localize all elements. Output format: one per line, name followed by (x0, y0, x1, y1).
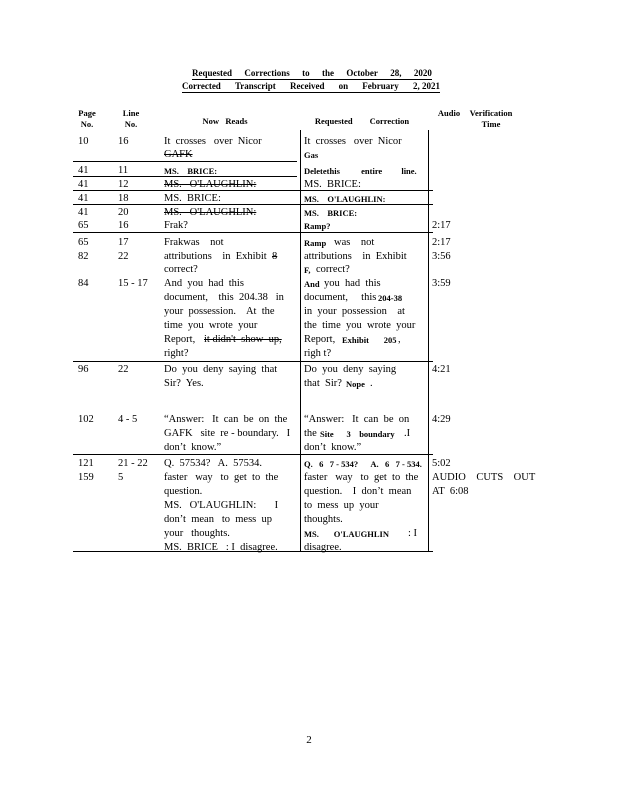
header-word: the (322, 68, 334, 78)
line-cell: 12 (118, 179, 129, 190)
page-cell: 10 (78, 136, 89, 147)
line-cell: 22 (118, 364, 129, 375)
col-page-heading (72, 108, 102, 130)
page-cell: 41 (78, 165, 89, 176)
header-word: Corrected (182, 81, 221, 91)
requested-cell: correct? (316, 264, 350, 275)
requested-bold: Ramp? (304, 221, 331, 231)
requested-bold: MS. O'LAUGHLIN (304, 529, 390, 539)
now-reads-strike: 8 (272, 251, 278, 262)
audio-note: AT 6:08 (432, 486, 469, 497)
requested-cell: MS. BRICE: (304, 179, 361, 190)
now-reads-cell: document, this 204.38 in (164, 292, 284, 303)
requested-cell: Report, (304, 334, 336, 345)
header-line-2 (182, 81, 440, 93)
page-cell: 159 (78, 472, 94, 483)
now-reads-cell: Sir? Yes. (164, 378, 204, 389)
col-now-reads-heading: Now Reads (202, 116, 248, 126)
now-reads-cell: your thoughts. (164, 528, 230, 539)
page-cell: 41 (78, 207, 89, 218)
header-word: 2, 2021 (412, 81, 440, 91)
audio-note: AUDIO CUTS OUT (432, 472, 536, 483)
col-heading-text: Line (122, 108, 140, 118)
header-word: 28, (390, 68, 402, 78)
requested-bold: Ramp (304, 238, 327, 248)
requested-cell: It crosses over Nicor (304, 136, 402, 147)
col-audio-heading: Audio (437, 108, 461, 118)
now-reads-cell: MS. BRICE : I disagree. (164, 542, 278, 553)
audio-time: 2:17 (432, 220, 451, 231)
page-cell: 84 (78, 278, 89, 289)
requested-cell: document, this (304, 292, 377, 303)
now-reads-strike: GAFK (164, 149, 193, 160)
requested-cell: that Sir? (304, 378, 342, 389)
now-reads-cell: Frak? (164, 220, 188, 231)
now-reads-cell: right? (164, 348, 189, 359)
col-heading-text: No. (124, 119, 138, 129)
requested-cell: .I (404, 428, 411, 439)
row-rule (73, 232, 433, 233)
col-line-heading (116, 108, 146, 130)
line-cell: 11 (118, 165, 129, 176)
line-cell: 4 - 5 (118, 414, 138, 425)
now-reads-cell: faster way to get to the (164, 472, 279, 483)
requested-bold: Q. 6 7 - 534? A. 6 7 - 534. (304, 459, 422, 469)
line-cell: 20 (118, 207, 129, 218)
requested-bold: Site 3 boundary (320, 429, 395, 439)
line-cell: 16 (118, 220, 129, 231)
now-reads-cell: MS. BRICE: (164, 193, 221, 204)
now-reads-bold: MS. BRICE: (164, 166, 218, 176)
requested-cell: the (304, 428, 317, 439)
line-cell: 18 (118, 193, 129, 204)
line-cell: 22 (118, 251, 129, 262)
requested-bold: MS. O'LAUGHLIN: (304, 194, 386, 204)
now-reads-cell: time you wrote your (164, 320, 258, 331)
now-reads-cell: “Answer: It can be on the (164, 414, 288, 425)
requested-cell: Do you deny saying (304, 364, 397, 375)
requested-cell: was not (334, 237, 375, 248)
row-rule (73, 454, 433, 455)
requested-cell: attributions in Exhibit (304, 251, 407, 262)
requested-cell: faster way to get to the (304, 472, 419, 483)
now-reads-cell: It crosses over Nicor (164, 136, 262, 147)
row-rule (73, 361, 433, 362)
requested-cell: thoughts. (304, 514, 343, 525)
now-reads-cell: correct? (164, 264, 198, 275)
col-heading-text: Page (78, 108, 96, 118)
now-reads-cell: don’t mean to mess up (164, 514, 273, 525)
requested-bold: Gas (304, 150, 319, 160)
column-divider (300, 130, 301, 552)
now-reads-strike: MS. O'LAUGHLIN: (164, 179, 257, 190)
header-word: Requested (192, 68, 232, 78)
column-divider (428, 130, 429, 552)
now-reads-cell: Q. 57534? A. 57534. (164, 458, 262, 469)
now-reads-strike: MS. O'LAUGHLIN: (164, 207, 257, 218)
row-rule (73, 161, 297, 162)
now-reads-cell: your possession. At the (164, 306, 275, 317)
header-word: on (338, 81, 349, 91)
now-reads-cell: GAFK site re - boundary. I (164, 428, 291, 439)
header-word: 2020 (413, 68, 432, 78)
now-reads-strike: it didn't show up, (204, 334, 282, 345)
col-requested-heading: Requested Correction (314, 116, 410, 126)
requested-cell: in your possession at (304, 306, 405, 317)
col-heading-text: Time (481, 119, 501, 129)
header-word: Transcript (234, 81, 276, 91)
requested-bold: Nope (346, 379, 365, 389)
requested-cell: to mess up your (304, 500, 379, 511)
page-cell: 65 (78, 237, 89, 248)
page-cell: 121 (78, 458, 94, 469)
now-reads-cell: don’t know.” (164, 442, 222, 453)
header-word: October (346, 68, 378, 78)
page-cell: 41 (78, 179, 89, 190)
requested-bold: F, (304, 265, 311, 275)
now-reads-cell: Do you deny saying that (164, 364, 278, 375)
page-cell: 41 (78, 193, 89, 204)
requested-bold: Deletethis entire line. (304, 166, 417, 176)
audio-time: 3:59 (432, 278, 451, 289)
line-cell: 15 - 17 (118, 278, 148, 289)
page-number: 2 (306, 734, 312, 746)
audio-time: 4:21 (432, 364, 451, 375)
now-reads-cell: Frakwas not (164, 237, 224, 248)
header-word: February (362, 81, 399, 91)
requested-cell: question. I don’t mean (304, 486, 412, 497)
audio-time: 2:17 (432, 237, 451, 248)
col-heading-text: Verification (469, 108, 513, 118)
col-heading-text: No. (80, 119, 94, 129)
page-cell: 102 (78, 414, 94, 425)
line-cell: 5 (118, 472, 124, 483)
requested-cell: righ t? (304, 348, 332, 359)
page-cell: 96 (78, 364, 89, 375)
line-cell: 21 - 22 (118, 458, 148, 469)
line-cell: 17 (118, 237, 129, 248)
header-word: Corrections (244, 68, 290, 78)
col-verification-heading (466, 108, 516, 130)
now-reads-cell: attributions in Exhibit (164, 251, 267, 262)
requested-bold: 204-38 (378, 293, 403, 303)
page-cell: 82 (78, 251, 89, 262)
requested-cell: don’t know.” (304, 442, 362, 453)
line-cell: 16 (118, 136, 129, 147)
requested-cell: the time you wrote your (304, 320, 416, 331)
audio-time: 3:56 (432, 251, 451, 262)
requested-bold: MS. BRICE: (304, 208, 358, 218)
requested-cell: “Answer: It can be on (304, 414, 410, 425)
requested-bold: And (304, 279, 320, 289)
page-cell: 65 (78, 220, 89, 231)
header-word: to (302, 68, 310, 78)
requested-bold: Exhibit 205 (342, 335, 397, 345)
requested-cell: disagree. (304, 542, 342, 553)
requested-cell: you had this (324, 278, 381, 289)
audio-time: 5:02 (432, 458, 451, 469)
now-reads-cell: And you had this (164, 278, 244, 289)
now-reads-cell: MS. O'LAUGHLIN: I (164, 500, 279, 511)
now-reads-cell: Report, (164, 334, 196, 345)
now-reads-cell: question. (164, 486, 203, 497)
header-word: Received (289, 81, 325, 91)
requested-cell: : I (408, 528, 418, 539)
audio-time: 4:29 (432, 414, 451, 425)
header-line-1 (192, 68, 432, 80)
